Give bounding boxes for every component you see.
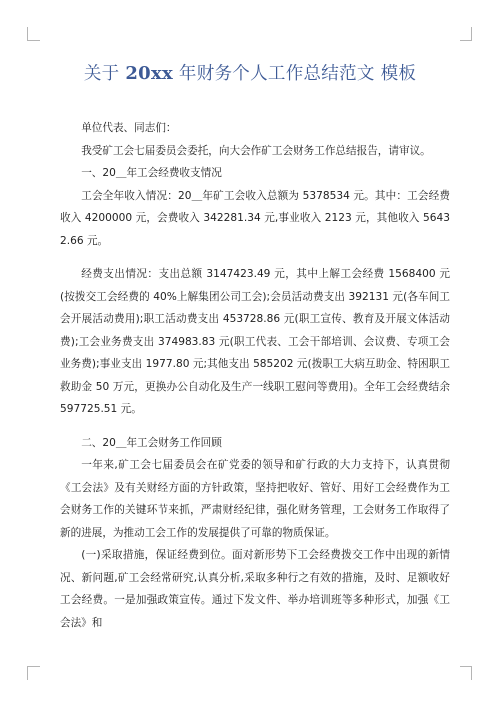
- corner-mark-top-right: [471, 27, 472, 41]
- paragraph-salutation: 单位代表、同志们：: [81, 122, 177, 134]
- title-prefix: 关于: [83, 64, 120, 84]
- paragraph-intro: 我受矿工会七届委员会委托，向大会作矿工会财务工作总结报告，请审议。: [81, 144, 431, 157]
- document-title: [0, 62, 500, 86]
- corner-mark-top-left: [28, 40, 40, 41]
- paragraph-review: 一年来,矿工会七届委员会在矿党委的领导和矿行政的大力支持下，认真贯彻《工会法》及有关财经方面的方针政策，坚持把收好、管好、用好工会经费作为工会财务工作的关键环节来抓，严肃财经纪律，强化财务管理，工会财务工作取得了新的进展，为推动工会工作的发展提供了可靠的物质保证。: [60, 459, 450, 539]
- corner-mark-bottom-left: [28, 666, 40, 667]
- corner-mark-bottom-right: [471, 666, 472, 680]
- section-heading-1: 一、20＿年工会经费收支情况: [81, 167, 222, 179]
- corner-mark-bottom-right: [460, 666, 472, 667]
- paragraph-measures: (一)采取措施，保证经费到位。面对新形势下工会经费拨交工作中出现的新情况、新问题,矿工会经常研究,认真分析,采取多种行之有效的措施，及时、足额收好工会经费。一是加强政策宣传。通过下发文件、举办培训班等多种形式，加强《工会法》和: [60, 549, 450, 629]
- document-body: [60, 117, 450, 634]
- corner-mark-bottom-left: [27, 666, 28, 680]
- title-suffix: 年财务个人工作总结范文 模板: [178, 64, 417, 84]
- paragraph-expenditure: 经费支出情况：支出总额 3147423.49 元，其中上解工会经费 1568400 元(按拨交工会经费的 40%上解集团公司工会);会员活动费支出 392131 元(各车间工会开展活动费用);职工活动费支出 453728.86 元(职工宣传、教育及开展文体活动费);工会业务费支出 374983.83 元(职工代表、工会干部培训、会议费、专项工会业务费);事业支出 1977.80 元;其他支出 585202 元(拨职工大病互助金、特困职工救助金 50 万元，更换办公自动化及生产一线职工慰问等费用)。全年工会经费结余 597725.51 元。: [60, 268, 450, 415]
- paragraph-income: 工会全年收入情况：20＿年矿工会收入总额为 5378534 元。其中：工会经费收入 4200000 元，会费收入 342281.34 元,事业收入 2123 元，其他收入 56432.66 元。: [60, 189, 450, 247]
- title-year: 20xx: [125, 63, 174, 84]
- corner-mark-top-right: [460, 40, 472, 41]
- section-heading-2: 二、20＿年工会财务工作回顾: [81, 436, 222, 449]
- corner-mark-top-left: [27, 27, 28, 41]
